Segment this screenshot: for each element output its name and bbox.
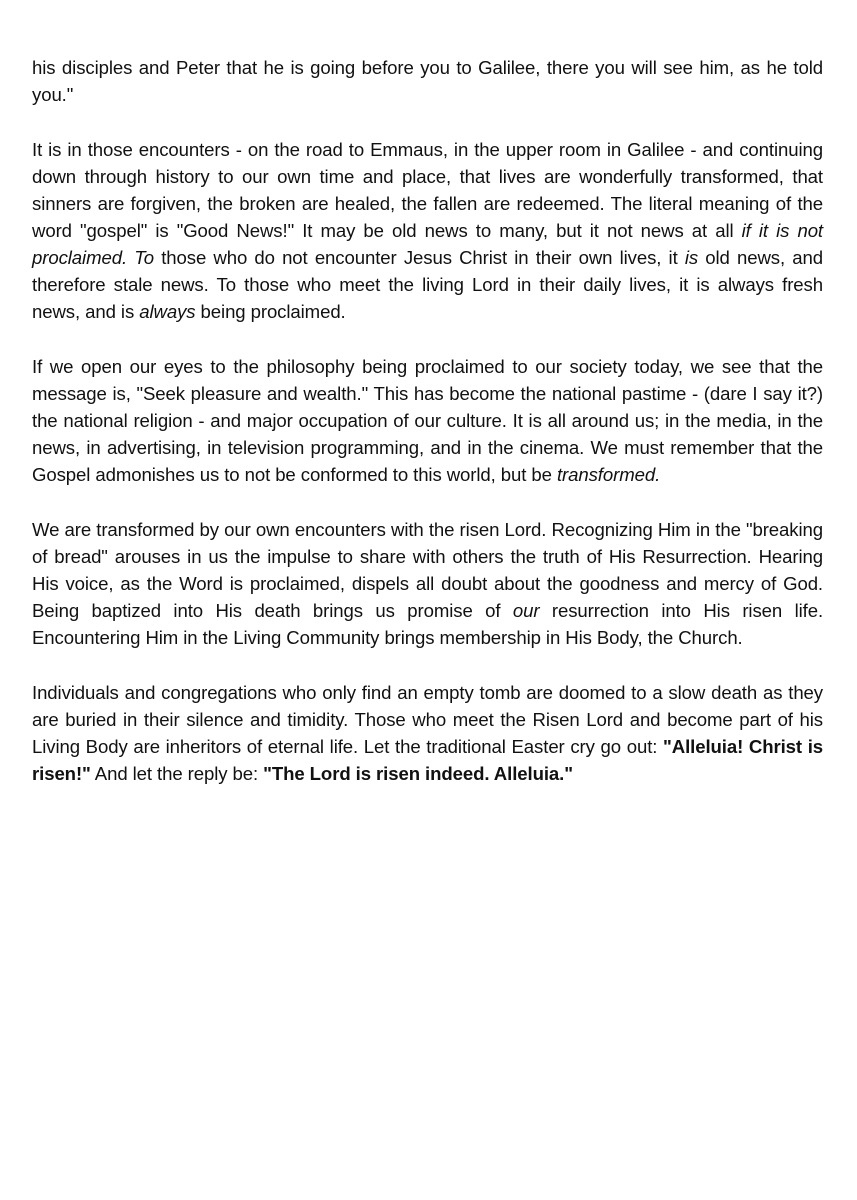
- italic-text-run: always: [139, 301, 196, 322]
- text-run: It is in those encounters - on the road to Emmaus, in the upper room in Galilee - and continuing down through history to our own time and place, that lives are wonderfully transformed, that sinners are forgiven, the broken are healed, the fallen are redeemed. The literal meaning of the word "gospel" is "Good News!" It may be old news to many, but it not news at all: [32, 139, 823, 241]
- bold-text-run: "The Lord is risen indeed. Alleluia.": [263, 763, 573, 784]
- paragraph-2: [32, 136, 823, 325]
- italic-text-run: our: [512, 600, 540, 621]
- paragraph-3: [32, 353, 823, 488]
- text-run: old news, and therefore stale news. To those who meet the living Lord in their daily lives, it is always fresh news, and is: [32, 247, 823, 322]
- text-run: his disciples and Peter that he is going before you to Galilee, there you will see him, as he told you.": [32, 57, 823, 105]
- paragraph-5: [32, 679, 823, 787]
- bold-text-run: "Alleluia! Christ is risen!": [32, 736, 823, 784]
- italic-text-run: transformed.: [556, 464, 661, 485]
- text-run: If we open our eyes to the philosophy being proclaimed to our society today, we see that the message is, "Seek pleasure and wealth." This has become the national pastime - (dare I say it?) the national religion - and major occupation of our culture. It is all around us; in the media, in the news, in advertising, in television programming, and in the cinema. We must remember that the Gospel admonishes us to not be conformed to this world, but be: [32, 356, 823, 485]
- paragraph-4: [32, 516, 823, 651]
- italic-text-run: if it is not proclaimed. To: [32, 220, 823, 268]
- text-run: being proclaimed.: [195, 301, 346, 322]
- text-run: Individuals and congregations who only find an empty tomb are doomed to a slow death as they are buried in their silence and timidity. Those who meet the Risen Lord and become part of his Living Body are inheritors of eternal life. Let the traditional Easter cry go out:: [32, 682, 823, 757]
- text-run: And let the reply be:: [90, 763, 264, 784]
- text-run: We are transformed by our own encounters with the risen Lord. Recognizing Him in the "breaking of bread" arouses in us the impulse to share with others the truth of His Resurrection. Hearing His voice, as the Word is proclaimed, dispels all doubt about the goodness and mercy of God. Being baptized into His death brings us promise of: [32, 519, 823, 621]
- text-run: resurrection into His risen life. Encountering Him in the Living Community brings membership in His Body, the Church.: [32, 600, 824, 648]
- text-run: those who do not encounter Jesus Christ in their own lives, it: [154, 247, 685, 268]
- italic-text-run: is: [684, 247, 699, 268]
- paragraph-1: [32, 54, 823, 108]
